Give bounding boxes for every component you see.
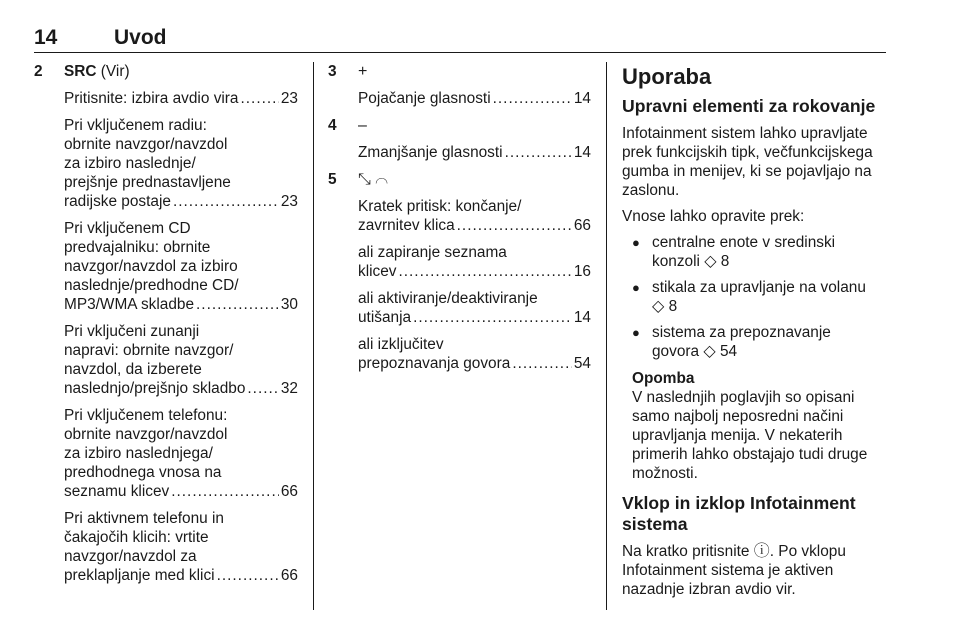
description-line: navzdol, da izberete xyxy=(64,361,202,378)
leader-dots xyxy=(247,379,278,398)
description-line: čakajočih klicih: vrtite xyxy=(64,529,209,546)
leader-text: Pritisnite: izbira avdio vira xyxy=(64,90,239,107)
power-section-title-line: Vklop in izklop Infotainment xyxy=(622,493,856,513)
page-reference[interactable]: 66 xyxy=(573,217,591,234)
toc-leader-line xyxy=(64,379,298,398)
list-item-line: ● stikala za upravljanje na volanu xyxy=(652,279,866,296)
description-line: naslednje/predhodne CD/ xyxy=(64,277,239,294)
leader-dots xyxy=(217,566,279,585)
description-line: Pri vključeni zunanji xyxy=(64,323,200,340)
description-paragraph xyxy=(64,509,298,585)
entry-descriptions xyxy=(64,89,298,585)
power-line: nazadnje izbran avdio vir. xyxy=(622,581,796,598)
power-paragraph xyxy=(622,542,886,599)
power-section-title-line: sistema xyxy=(622,514,688,534)
entry-number: 3 xyxy=(328,63,337,80)
column-middle xyxy=(328,62,591,381)
description-paragraph xyxy=(358,197,591,235)
description-line: predhodnega vnosa na xyxy=(64,464,222,481)
column-left xyxy=(34,62,298,593)
intro-line: prek funkcijskih tipk, večfunkcijskega xyxy=(622,144,873,161)
control-entry-3 xyxy=(328,62,591,108)
page-reference[interactable]: 14 xyxy=(573,144,591,161)
note-line: samo najbolj neposredni načini xyxy=(632,408,844,425)
power-button-icon: ⓘ xyxy=(753,543,770,560)
list-item-line: ● centralne enote v sredinski xyxy=(652,234,836,251)
description-paragraph xyxy=(64,406,298,501)
page-reference[interactable]: 14 xyxy=(573,90,591,107)
description-paragraph xyxy=(358,289,591,327)
leader-text: Zmanjšanje glasnosti xyxy=(358,144,503,161)
description-line: predvajalniku: obrnite xyxy=(64,239,211,256)
description-line: ali aktiviranje/deaktiviranje xyxy=(358,290,538,307)
description-line: navzgor/navzdol za izbiro xyxy=(64,258,238,275)
page-reference[interactable]: 54 xyxy=(719,343,738,360)
leader-dots xyxy=(413,308,572,327)
page-reference[interactable]: 14 xyxy=(573,309,591,326)
description-paragraph xyxy=(358,89,591,108)
page-reference-icon: ◇ xyxy=(704,253,717,270)
page-number: 14 xyxy=(34,26,58,49)
description-line: Pri vključenem radiu: xyxy=(64,117,207,134)
header-divider xyxy=(34,52,886,53)
entry-heading xyxy=(64,62,298,81)
page-reference[interactable]: 16 xyxy=(573,263,591,280)
leader-text: utišanja xyxy=(358,309,412,326)
entry-number: 4 xyxy=(328,117,337,134)
description-line: Pri aktivnem telefonu in xyxy=(64,510,224,527)
leader-text: seznamu klicev xyxy=(64,483,170,500)
page-reference[interactable]: 66 xyxy=(280,567,298,584)
description-line: Pri vključenem CD xyxy=(64,220,191,237)
power-line: Na kratko pritisnite xyxy=(622,543,750,560)
leader-dots xyxy=(171,482,279,501)
toc-leader-line xyxy=(64,566,298,585)
page-reference[interactable]: 54 xyxy=(573,355,591,372)
page-reference[interactable]: 32 xyxy=(280,380,298,397)
entry-suffix: (Vir) xyxy=(100,63,130,80)
description-line: za izbiro naslednje/ xyxy=(64,155,196,172)
description-line: prejšnje prednastavljene xyxy=(64,174,231,191)
leader-text: zavrnitev klica xyxy=(358,217,455,234)
section-title: Uporaba xyxy=(622,64,712,89)
description-line: za izbiro naslednjega/ xyxy=(64,445,213,462)
description-line: navzgor/navzdol za xyxy=(64,548,197,565)
intro-paragraph xyxy=(622,124,886,200)
toc-leader-line xyxy=(358,143,591,162)
description-line: Pri vključenem telefonu: xyxy=(64,407,228,424)
intro-line: gumba in menijev, ki se pojavljajo na xyxy=(622,163,872,180)
note-line: V naslednjih poglavjih so opisani xyxy=(632,389,855,406)
control-symbol-icon: ⤡ ⌒ xyxy=(358,171,388,188)
list-item xyxy=(622,233,886,271)
leader-dots xyxy=(512,354,572,373)
toc-leader-line xyxy=(358,216,591,235)
entry-number: 5 xyxy=(328,171,337,188)
list-item-line: konzoli xyxy=(652,253,700,270)
entry-number: 2 xyxy=(34,63,43,80)
entry-descriptions xyxy=(358,197,591,373)
page-reference[interactable]: 30 xyxy=(280,296,298,313)
page-reference[interactable]: 23 xyxy=(280,193,298,210)
list-item-line: ● sistema za prepoznavanje xyxy=(652,324,831,341)
control-symbol-icon: + xyxy=(358,63,368,80)
description-paragraph xyxy=(358,335,591,373)
column-divider-2 xyxy=(606,62,607,610)
entry-label: SRC xyxy=(64,63,97,80)
page-reference[interactable]: 8 xyxy=(668,298,678,315)
note-line: primerih lahko obstajajo tudi druge xyxy=(632,446,868,463)
leader-dots xyxy=(457,216,572,235)
power-line: Infotainment sistema je aktiven xyxy=(622,562,834,579)
control-symbol-icon: – xyxy=(358,117,367,134)
description-paragraph xyxy=(64,89,298,108)
description-line: Kratek pritisk: končanje/ xyxy=(358,198,522,215)
description-paragraph xyxy=(64,116,298,211)
page-reference[interactable]: 23 xyxy=(280,90,298,107)
column-right xyxy=(622,62,886,606)
leader-text: klicev xyxy=(358,263,397,280)
page-reference[interactable]: 66 xyxy=(280,483,298,500)
toc-leader-line xyxy=(358,89,591,108)
leader-text: radijske postaje xyxy=(64,193,171,210)
page-reference-icon: ◇ xyxy=(703,343,716,360)
entry-descriptions xyxy=(358,89,591,108)
page-header xyxy=(34,26,886,52)
note-box xyxy=(622,369,886,483)
intro-line: zaslonu. xyxy=(622,182,680,199)
description-line: obrnite navzgor/navzdol xyxy=(64,136,228,153)
leader-text: prepoznavanja govora xyxy=(358,355,511,372)
note-line: možnosti. xyxy=(632,465,698,482)
leader-text: Pojačanje glasnosti xyxy=(358,90,491,107)
description-paragraph xyxy=(64,322,298,398)
toc-leader-line xyxy=(64,482,298,501)
toc-leader-line xyxy=(64,89,298,108)
subsection-title: Upravni elementi za rokovanje xyxy=(622,96,876,116)
chapter-title: Uvod xyxy=(114,26,167,49)
description-paragraph xyxy=(64,219,298,314)
entry-descriptions xyxy=(358,143,591,162)
column-divider-1 xyxy=(313,62,314,610)
description-line: obrnite navzgor/navzdol xyxy=(64,426,228,443)
page-reference[interactable]: 8 xyxy=(720,253,730,270)
description-paragraph xyxy=(358,243,591,281)
toc-leader-line xyxy=(64,192,298,211)
note-line: upravljanja menija. V nekaterih xyxy=(632,427,843,444)
control-entry-2 xyxy=(34,62,298,585)
description-paragraph xyxy=(358,143,591,162)
list-item xyxy=(622,323,886,361)
control-entry-4 xyxy=(328,116,591,162)
leader-text: preklapljanje med klici xyxy=(64,567,215,584)
control-entry-5 xyxy=(328,170,591,373)
list-item xyxy=(622,278,886,316)
leader-dots xyxy=(493,89,572,108)
control-entries xyxy=(328,62,591,373)
intro-line: Infotainment sistem lahko upravljate xyxy=(622,125,868,142)
toc-leader-line xyxy=(358,262,591,281)
leader-dots xyxy=(241,89,279,108)
description-line: ali izključitev xyxy=(358,336,444,353)
page-reference-icon: ◇ xyxy=(652,298,665,315)
input-methods-list xyxy=(622,233,886,361)
power-section-title xyxy=(622,493,886,535)
input-methods-text: Vnose lahko opravite prek: xyxy=(622,208,805,225)
list-item-line: govora xyxy=(652,343,700,360)
leader-dots xyxy=(505,143,572,162)
leader-dots xyxy=(196,295,279,314)
toc-leader-line xyxy=(358,354,591,373)
leader-dots xyxy=(173,192,279,211)
description-line: napravi: obrnite navzgor/ xyxy=(64,342,234,359)
leader-text: naslednjo/prejšnjo skladbo xyxy=(64,380,246,397)
description-line: ali zapiranje seznama xyxy=(358,244,507,261)
note-title: Opomba xyxy=(632,370,695,387)
toc-leader-line xyxy=(358,308,591,327)
toc-leader-line xyxy=(64,295,298,314)
power-line: . Po vklopu xyxy=(769,543,846,560)
leader-dots xyxy=(398,262,571,281)
leader-text: MP3/WMA skladbe xyxy=(64,296,195,313)
